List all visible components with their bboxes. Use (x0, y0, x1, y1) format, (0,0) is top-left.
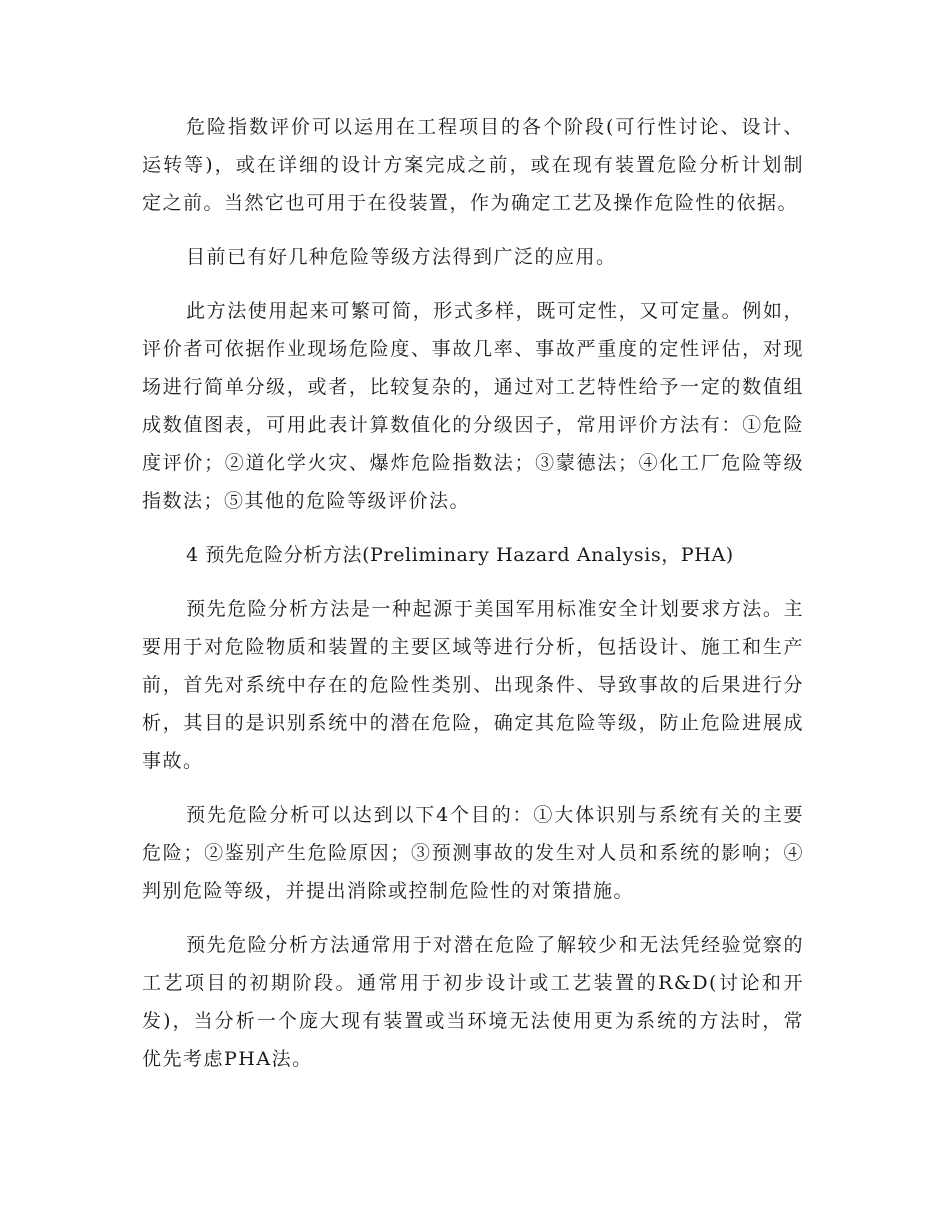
paragraph-pha-application: 预先危险分析方法通常用于对潜在危险了解较少和无法凭经验觉察的工艺项目的初期阶段。通常用于初步设计或工艺装置的R&D(讨论和开发)，当分析一个庞大现有装置或当环境无法使用更为系统的方法时，常优先考虑PHA法。 (142, 934, 804, 1070)
paragraph-pha-goals: 预先危险分析可以达到以下4个目的：①大体识别与系统有关的主要危险；②鉴别产生危险原因；③预测事故的发生对人员和系统的影响；④判别危险等级，并提出消除或控制危险性的对策措施。 (142, 804, 804, 902)
paragraph-method-forms: 此方法使用起来可繁可简，形式多样，既可定性，又可定量。例如，评价者可依据作业现场危险度、事故几率、事故严重度的定性评估，对现场进行简单分级，或者，比较复杂的，通过对工艺特性给予一定的数值组成数值图表，可用此表计算数值化的分级因子，常用评价方法有：①危险度评价；②道化学火灾、爆炸危险指数法；③蒙德法；④化工厂危险等级指数法；⑤其他的危险等级评价法。 (142, 300, 804, 512)
document-body (142, 108, 804, 1094)
section-heading-pha: 4 预先危险分析方法(Preliminary Hazard Analysis，PHA) (186, 544, 734, 566)
paragraph-hazard-index-usage: 危险指数评价可以运用在工程项目的各个阶段(可行性讨论、设计、运转等)，或在详细的设计方案完成之前，或在现有装置危险分析计划制定之前。当然它也可用于在役装置，作为确定工艺及操作危险性的依据。 (142, 116, 804, 214)
paragraph-hazard-rating-methods: 目前已有好几种危险等级方法得到广泛的应用。 (186, 246, 617, 268)
paragraph-pha-origin: 预先危险分析方法是一种起源于美国军用标准安全计划要求方法。主要用于对危险物质和装置的主要区域等进行分析，包括设计、施工和生产前，首先对系统中存在的危险性类别、出现条件、导致事故的后果进行分析，其目的是识别系统中的潜在危险，确定其危险等级，防止危险进展成事故。 (142, 598, 804, 772)
